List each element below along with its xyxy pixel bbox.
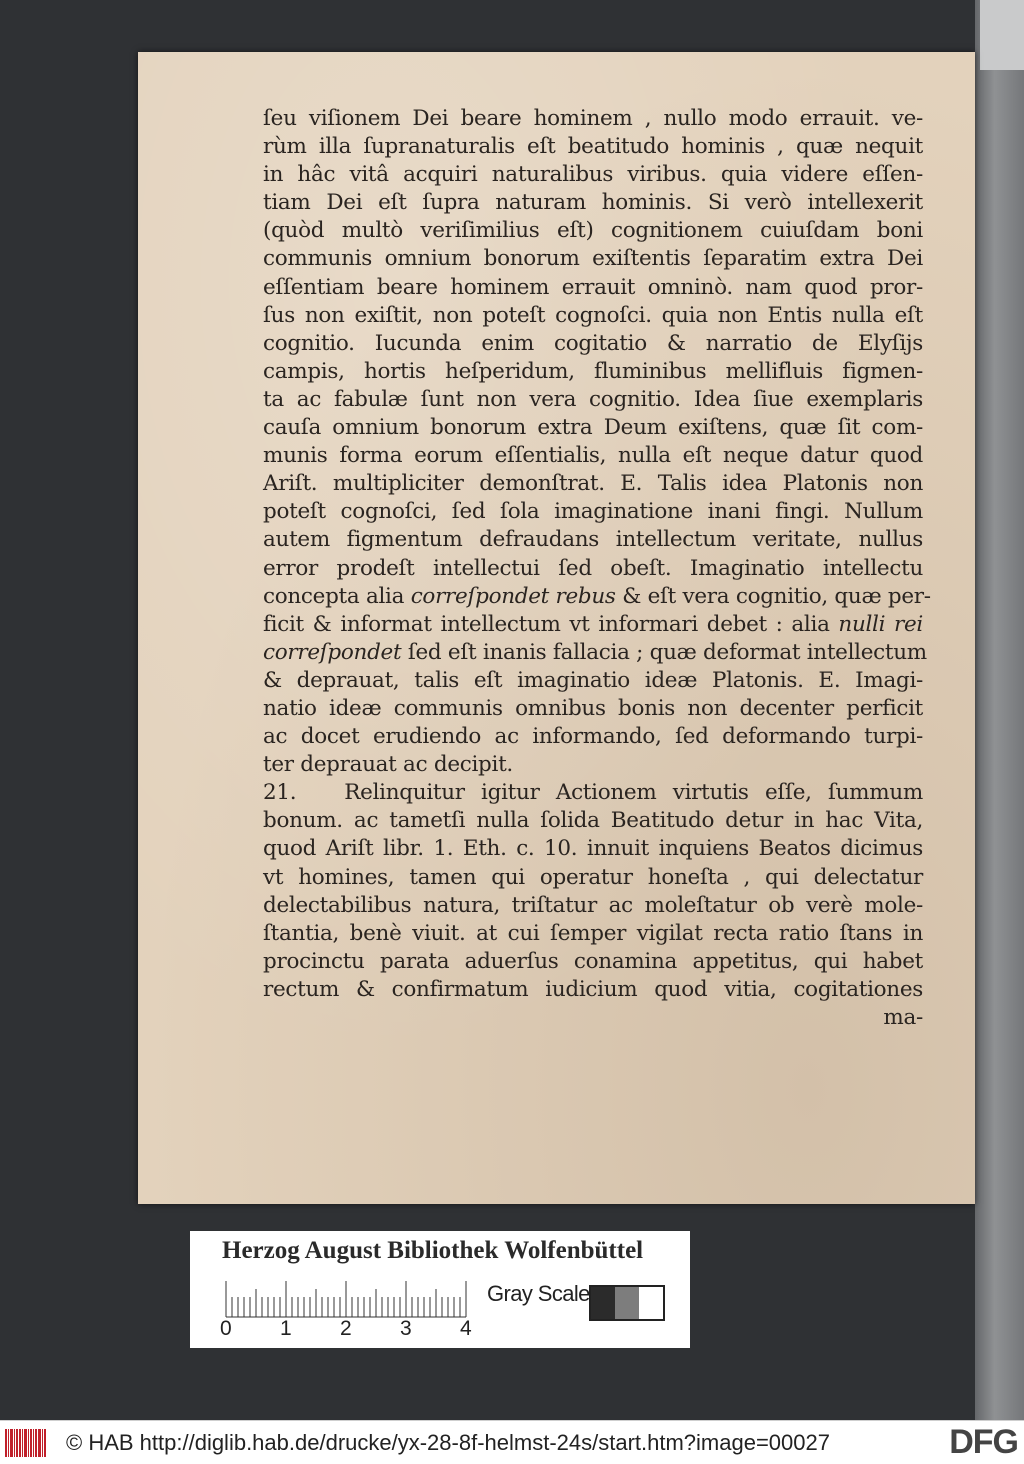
logo-bar <box>35 1429 37 1457</box>
text-run: ficit & informat intellectum vt informari debet : alia <box>263 611 839 637</box>
text-line: ac docet erudiendo ac informando, ſed deformando turpi- <box>263 724 923 750</box>
glassine-sleeve <box>975 0 1024 1420</box>
text-line: communis omnium bonorum exiſtentis ſeparatim extra Dei <box>263 246 923 272</box>
text-line: Ariſt. multipliciter demonſtrat. E. Talis idea Platonis non <box>263 471 923 497</box>
logo-bar <box>8 1429 9 1457</box>
italic-run: correſpondet <box>263 639 402 665</box>
text-run: Relinquitur igitur Actionem virtutis eſſe, ſummum <box>344 780 923 806</box>
text-line <box>263 611 923 639</box>
logo-bar <box>42 1429 43 1457</box>
text-line: rùm illa ſupranaturalis eſt beatitudo hominis , quæ nequit <box>263 134 923 160</box>
text-run: & eſt vera cognitio, quæ per- <box>615 583 931 609</box>
text-line: bonum. ac tametſi nulla ſolida Beatitudo detur in hac Vita, <box>263 808 923 834</box>
logo-bar <box>33 1429 34 1457</box>
text-line: in hâc vitâ acquiri naturalibus viribus. quia videre eſſen- <box>263 162 923 188</box>
text-line <box>263 583 931 611</box>
text-line: natio ideæ communis omnibus bonis non decenter perficit <box>263 695 923 721</box>
catchword: ma- <box>883 1005 923 1030</box>
text-line: cauſa omnium bonorum extra Deum exiſtens, quæ ſit com- <box>263 415 923 441</box>
logo-bar <box>14 1429 15 1457</box>
text-run: ſed eſt inanis fallacia ; quæ deformat intellectum <box>401 639 927 665</box>
text-line: munis forma eorum eſſentialis, nulla eſt neque datur quod <box>263 443 923 469</box>
gray-scale-card <box>190 1231 690 1348</box>
footer-bar <box>0 1420 1024 1464</box>
text-line: vt homines, tamen qui operatur honeſta , qui delectatur <box>263 864 923 890</box>
ruler-number: 4 <box>460 1317 472 1340</box>
italic-run: nulli rei <box>838 611 923 637</box>
text-line: ſus non exiſtit, non poteſt cognoſci. quia non Entis nulla eſt <box>263 302 923 328</box>
text-line <box>263 639 927 667</box>
logo-bar <box>10 1429 13 1457</box>
logo-bar <box>16 1429 18 1457</box>
text-line: cognitio. Iucunda enim cogitatio & narratio de Elyſijs <box>263 330 923 356</box>
ruler-numbers <box>216 1317 476 1345</box>
text-line: autem figmentum defraudans intellectum veritate, nullus <box>263 527 923 553</box>
gray-swatch-light <box>639 1287 663 1319</box>
text-run: concepta alia <box>263 583 411 609</box>
text-line: poteſt cognoſci, ſed ſola imaginatione inani fingi. Nullum <box>263 499 923 525</box>
ruler-number: 0 <box>220 1317 232 1340</box>
text-line: procinctu parata aduerſus conamina appetitus, qui habet <box>263 948 923 974</box>
glassine-sleeve-top <box>980 0 1024 70</box>
gray-scale-label: Gray Scale <box>487 1281 590 1306</box>
text-line: tiam Dei eſt ſupra naturam hominis. Si verò intellexerit <box>263 190 923 216</box>
logo-bar <box>38 1429 41 1457</box>
ruler-number: 2 <box>340 1317 352 1340</box>
page-text <box>263 105 931 1032</box>
text-line: rectum & confirmatum iudicium quod vitia, cogitationes <box>263 976 923 1002</box>
text-line: ſtantia, benè viuit. at cui ſemper vigilat recta ratio ſtans in <box>263 920 923 946</box>
text-line: quod Ariſt libr. 1. Eth. c. 10. innuit inquiens Beatos dicimus <box>263 836 923 862</box>
gray-swatch-mid <box>615 1287 639 1319</box>
gray-swatch-dark <box>591 1287 615 1319</box>
footer-url[interactable]: © HAB http://diglib.hab.de/drucke/yx-28-8f-helmst-24s/start.htm?image=00027 <box>66 1430 830 1455</box>
italic-run: correſpondet rebus <box>410 583 616 609</box>
logo-bar <box>19 1429 21 1457</box>
logo-bar <box>22 1429 23 1457</box>
section-number: 21. <box>263 780 297 806</box>
dfg-logo: DFG <box>949 1423 1018 1461</box>
logo-bar <box>5 1429 7 1457</box>
text-line: ſeu viſionem Dei beare hominem , nullo modo errauit. ve- <box>263 106 923 131</box>
text-line: error prodeſt intellectui ſed obeſt. Imaginatio intellectu <box>263 555 923 581</box>
text-line: ter deprauat ac decipit. <box>263 752 513 778</box>
logo-bar <box>28 1429 29 1457</box>
text-line: delectabilibus natura, triſtatur ac moleſtatur ob verè mole- <box>263 892 923 918</box>
hab-barcode-logo-icon <box>4 1429 48 1457</box>
ruler-number: 1 <box>280 1317 292 1340</box>
text-line: (quòd multò veriſimilius eſt) cognitionem cuiuſdam boni <box>263 218 923 244</box>
card-title: Herzog August Bibliothek Wolfenbüttel <box>222 1237 644 1264</box>
gray-scale-swatches <box>589 1285 665 1321</box>
text-line: campis, hortis heſperidum, fluminibus mellifluis figmen- <box>263 358 923 384</box>
ruler-number: 3 <box>400 1317 412 1340</box>
text-line <box>263 779 923 807</box>
logo-bar <box>24 1429 27 1457</box>
ruler <box>224 1279 472 1319</box>
text-line: & deprauat, talis eſt imaginatio ideæ Platonis. E. Imagi- <box>263 667 923 693</box>
logo-bar <box>30 1429 32 1457</box>
logo-bar <box>44 1429 46 1457</box>
text-line: eſſentiam beare hominem errauit omninò. nam quod pror- <box>263 274 923 300</box>
text-line: ta ac fabulæ ſunt non vera cognitio. Idea ſiue exemplaris <box>263 386 923 412</box>
